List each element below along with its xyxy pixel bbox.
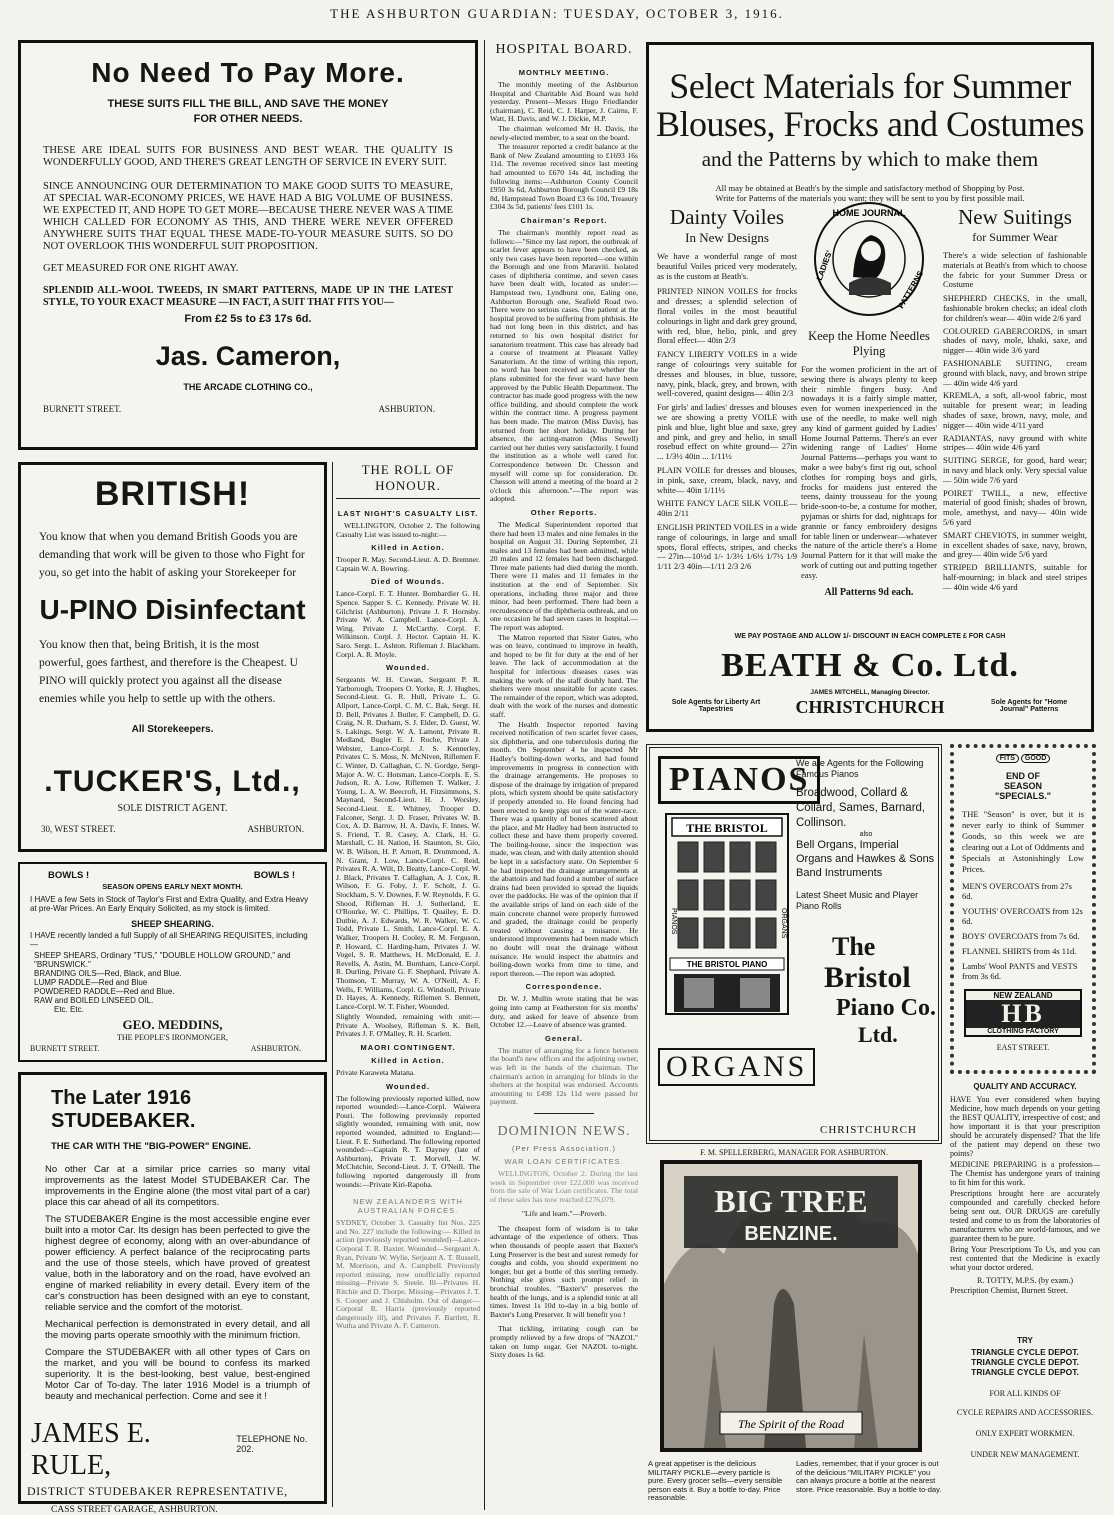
totty-chemist-ad — [950, 1082, 1100, 1332]
hospital-p2: The chairman welcomed Mr H. Davis, the newly-elected member, to a seat on the board. — [490, 123, 638, 142]
upino-product: U-PINO Disinfectant — [39, 594, 306, 625]
cycle-repairs: CYCLE REPAIRS AND ACCESSORIES. — [956, 1408, 1094, 1417]
bowls-season: SEASON OPENS EARLY NEXT MONTH. — [102, 882, 243, 891]
roll-slight: Slightly Wounded, remaining with unit:—Private A. Woolsey, Rifleman S. K. Bell, Privates J. F. O'Malley, R. H. Scarlett. — [336, 1012, 480, 1039]
cycle-mgmt: UNDER NEW MANAGEMENT. — [970, 1450, 1080, 1459]
big-tree-line1: BIG TREE — [714, 1183, 868, 1219]
roll-killed-heading: Killed in Action. — [371, 543, 445, 553]
journal-right-text: PATTERNS — [896, 269, 926, 311]
hospital-chairmans-heading: Chairman's Report. — [520, 215, 608, 225]
journal-top-text: HOME JOURNAL — [832, 208, 906, 218]
hospital-p9: The matter of arranging for a fence between the board's new offices and the adjoining owner, was left in the hands of the chairman. The chairman's action in arranging for blinds in the shelters at the hospital was endorsed. Accounts amounting to £498 12s 11d were passed for payment. — [490, 1045, 638, 1107]
bristol-makers: Broadwood, Collard & Collard, Sames, Barnard, Collinson. — [796, 787, 926, 829]
tuckers-street: 30, WEST STREET. — [41, 824, 116, 834]
suitings-item: POIRET TWILL, a new, effective material of good finish; shades of brown, mole, amethyst, and navy— 40in wide 5/6 yard — [943, 487, 1087, 527]
building-side-left: PIANOS — [670, 908, 677, 935]
roll-maori-killed: Killed in Action. — [371, 1056, 445, 1066]
hospital-other-heading: Other Reports. — [530, 507, 598, 517]
big-tree-illustration — [664, 1164, 918, 1448]
fits-intro: THE "Season" is over, but it is never early to think of Summer Goods, so this week we are clearing out a Lot of Oddments and Specials at Astonishingly Low Prices. — [962, 809, 1084, 874]
totty-p1: HAVE You ever considered when buying Medicine, how much depends on your getting the BEST QUALITY, irrespective of cost; and how important it is that your prescription should be accurately dispensed? That the life of the patient may depend on these two points? — [950, 1095, 1100, 1158]
journal-left-text: LADIES' — [814, 249, 834, 282]
fits-item: YOUTHS' OVERCOATS from 12s 6d. — [962, 906, 1083, 926]
roll-wounded2-heading: Wounded. — [385, 1081, 431, 1091]
beath-left-agent: Sole Agents for Liberty Art Tapestries — [671, 699, 761, 713]
tuckers-town: ASHBURTON. — [247, 824, 304, 834]
dominion-p1: WELLINGTON, October 2. During the last week in September over £22,000 was received from the sale of War Loan certificates. The total of these sales has now reached £276,079. — [490, 1168, 638, 1204]
cameron-sub2: FOR OTHER NEEDS. — [193, 113, 303, 125]
rule-name: JAMES E. RULE, — [31, 1418, 151, 1481]
building-side-right: ORGANS — [780, 908, 787, 939]
fits-item: MEN'S OVERCOATS from 27s 6d. — [962, 881, 1072, 901]
roll-died-heading: Died of Wounds. — [370, 577, 446, 587]
dominion-life: "Life and learn."—Proverb. — [521, 1209, 607, 1219]
roll-maori-heading: MAORI CONTINGENT. — [360, 1043, 456, 1053]
beath-director: JAMES MITCHELL, Managing Director. — [810, 689, 930, 696]
british-sellers: All Storekeepers. — [131, 724, 214, 735]
hospital-corr-heading: Correspondence. — [525, 982, 603, 992]
masthead: THE ASHBURTON GUARDIAN: TUESDAY, OCTOBER 3, 1916. — [330, 6, 784, 21]
beath-sub: and the Patterns by which to make them — [701, 147, 1039, 171]
suitings-intro: There's a wide selection of fashionable materials at Beath's from which to choose the fabric for your Summer Dress or Costume — [943, 250, 1087, 290]
bowls-heading-right: BOWLS ! — [253, 870, 295, 881]
hb-bot: CLOTHING FACTORY — [966, 1028, 1080, 1035]
studebaker-paragraph-3: Mechanical perfection is demonstrated in every detail, and all the moving parts operate smoothly with the minimum friction. — [45, 1319, 310, 1341]
hospital-p4: The chairman's monthly report read as follows:—"Since my last report, the outbreak of scarlet fever appears to have been checked, as only two cases have been reported—one within the Borough and one from Maraviti. Isolated cases of diphtheria continue, and seven cases have been dealt with, located as under:—Hampstead two, Lyndhurst one, Ealing one, Ashburton Borough one, Seafield Road two. There were no serious cases. One patient at the hospital proved to be suffering from phthisis. He had not long been in this district, and has returned to his own hospital district for sanatorium treatment. This case has already had a course of treatment at Pleasant Valley Sanatorium. At the time of writing this report, no word has been received as to whether the plans submitted for the fever ward have been approved by the Public Health Department. The contractor has made good progress with the new office building, and should complete the work within the contract time. A progress payment has been made. The matron (Miss Davis), has returned from her short holiday. During her absence, the acting-matron (Miss Sewell) carried out her duties very satisfactorily. I found the institution as a whole well cared for. Correspondence between Dr. Chesson and myself will come up for consideration. Dr. Chesson will attend a meeting of the board at 2 o'clock this afternoon."—The report was adopted. — [490, 227, 638, 504]
totty-p2: MEDICINE PREPARING is a profession—The Chemist has undergone years of training to fit him for this work. — [950, 1160, 1100, 1187]
suitings-item: FASHIONABLE SUITING, cream ground with black, navy, and brown stripe— 40in wide 4/6 yard — [943, 357, 1087, 388]
shearing-text: I HAVE recently landed a full Supply of all SHEARING REQUISITES, including— — [30, 931, 308, 949]
hospital-p6: The Matron reported that Sister Gates, who was on leave, continued to improve in health, and hoped to be fit for duty at the end of her leave. The lack of accommodation at the hospital for infectious diseases cases was making the work of the staff doubly hard. The shelters were most unsuitable for acute cases. The remainder of the report, which was adopted, dealt with the work of the nurses and domestic staff. — [490, 632, 638, 719]
meddins-ad — [18, 862, 327, 1062]
british-paragraph-2: You know then that, being British, it is the most powerful, goes farthest, and therefore is the Cheapest. U PINO will quickly protect you against all the disease enemies while you help to settle up with the others. — [39, 639, 298, 705]
cameron-firm: THE ARCADE CLOTHING CO., — [183, 382, 313, 392]
tuckers-agent: SOLE DISTRICT AGENT. — [117, 803, 228, 814]
roll-killed-list: Trooper R. May. Second-Lieut. A. D. Bremner. Captain W. A. Bowring. — [336, 555, 480, 573]
british-paragraph-1: You know that when you demand British Goods you are demanding that work will be given to those who Fight for you, so get into the habit of asking your Storekeeper for — [39, 531, 305, 579]
roll-tail: The following previously reported killed, now reported wounded:—Lance-Corpl. Waiwera Pouri. The following previously reported slightly wounded, remaining with unit, now reported wounded, admitted to England:—Lieut. F. E. Sutherland. The following reported wounded:—Captain R. T. Dayney (late of Ashburton), Private T. Morvell, J. W. McClutchie, Second-Lieut. J. T. O'Neill. The following reported dangerously ill from wounds:—Private Kiri-Rapoha. — [336, 1093, 480, 1189]
voiles-item: PLAIN VOILE for dresses and blouses, in pink, saxe, cream, black, navy, and white— 40in 1/11½ — [657, 464, 797, 495]
hospital-p8: Dr. W. J. Mullin wrote stating that he was going into camp at Featherston for six months' duty, and asked for leave of absence from October 12.—Leave of absence was granted. — [490, 994, 638, 1030]
cameron-paragraph-3: GET MEASURED FOR ONE RIGHT AWAY. — [43, 263, 239, 274]
bristol-name-4: Ltd. — [858, 1022, 898, 1047]
cycle-experts: ONLY EXPERT WORKMEN. — [975, 1429, 1075, 1438]
bristol-name-3: Piano Co. — [836, 995, 937, 1021]
pickle-ad-right: Ladies, remember, that if your grocer is out of the delicious "MILITARY PICKLE" you can always procure a bottle at the nearest store. Price reasonable. Buy a bottle to-day. — [796, 1459, 942, 1494]
voiles-item: ENGLISH PRINTED VOILES in a wide range of colourings, in large and small spots, floral effects, stripes, and checks— 27in—10½d 1/- 1/3½ 1/6½ 1/7½ 1/9 1/11 2/3 40in—1/11 2/3 2/6 — [657, 521, 797, 572]
cameron-paragraph-4: SPLENDID ALL-WOOL TWEEDS, IN SMART PATTERNS, MADE UP IN THE LATEST STYLE, TO YOUR EXACT MEASURE —IN FACT, A SUIT THAT FITS YOU— — [43, 285, 453, 308]
hospital-p7: The Health Inspector reported having received notification of two scarlet fever cases, six diphtheria, and one tuberculosis during the month. On September 4 he inspected Mr Hadley's boiling-down works, and had found improvements in progress in connection with the drainage arrangements. He proposes to dispose of the drainage by irrigation of prepared plots, which system should be quite satisfactory if properly attended to. He found fencing had been erected to keep pigs out of the water-race. There was a quantity of bones scattered about the place, and Mr Hadley had been instructed to collect these and have them properly covered. The boiling-house, since the inspection was made, was clean, and with daily attention should be kept in a satisfactory state. On September 6 he had inspected the drainage arrangements at the abattoirs and had found a number of surface drains had been provided to spread the liquids over the paddocks. He was of the opinion that if the available strips of land on each side of the main concrete channel were properly furrowed and graded, the drainage could be properly treated without causing a nuisance. He understood improvements had been made which no doubt will treat the drainage without nuisance. He would inspect the abattoirs and boiling-down works from time to time, and report thereon.—The report was adopted. — [490, 719, 638, 978]
hospital-board-column — [490, 42, 638, 1505]
shearing-item: RAW and BOILED LINSEED OIL. — [34, 996, 154, 1005]
bristol-name-2: Bristol — [824, 961, 911, 994]
british-ad — [18, 462, 327, 852]
shearing-item: SHEEP SHEARS, Ordinary "TUS," "DOUBLE HOLLOW GROUND," and "BRUNSWICK." — [34, 951, 291, 969]
studebaker-ad — [18, 1072, 327, 1515]
hospital-p5: The Medical Superintendent reported that there had been 13 males and nine females in the hospital on August 31. During September, 21 males and 13 females had been admitted, while 20 males and 12 females had been discharged. Three male patients had died during the month. There were 11 males and 11 females in the institution at the end of September. Six operations, including three major and three minor, had been performed. There had been a recrudescence of the diphtheria outbreak, and on one occasion he had seven cases in hospital.—The report was adopted. — [490, 519, 638, 633]
roll-maori-list: Private Karaweta Matana. — [336, 1068, 416, 1078]
roll-title: THE ROLL OF HONOUR. — [336, 462, 480, 499]
voiles-item: WHITE FANCY LACE SILK VOILE— 40in 2/11 — [657, 498, 797, 519]
dominion-war-heading: WAR LOAN CERTIFICATES. — [504, 1156, 624, 1166]
cameron-ad — [18, 40, 478, 450]
totty-name: R. TOTTY, M.P.S. (by exam.) — [976, 1276, 1073, 1285]
fits-item: FLANNEL SHIRTS from 4s 11d. — [962, 946, 1077, 956]
totty-addr: Prescription Chemist, Burnett Street. — [950, 1286, 1068, 1295]
hospital-sub: MONTHLY MEETING. — [518, 68, 610, 77]
cameron-paragraph-2: SINCE ANNOUNCING OUR DETERMINATION TO MAKE GOOD SUITS TO MEASURE, AT SPECIAL WAR-ECONOMY PRICES, WE HAVE HAD A BIG VOLUME OF BUSINESS. WE EXPECTED IT, AND HOPE TO GET MORE—BECAUSE THERE NEVER WAS A TIME WHICH CALLED FOR ECONOMY AS THIS, AND THERE WERE NEVER OFFERED ANYWHERE SUITS THAT EQUAL THESE MADE-TO-YOUR MEASURE SUITS. SO DO NOT OVERLOOK THIS WONDERFUL SUIT PROPOSITION. — [43, 181, 453, 252]
hospital-p1: The monthly meeting of the Ashburton Hospital and Charitable Aid Board was held yesterday. Present—Messrs Hugo Friedlander (chairman), C. Reid, C. J. Harper, J. Cairns, F. Watt, H. Davis, and W. J. Dickie, M.P. — [490, 80, 638, 124]
big-tree-benzine-ad — [660, 1160, 922, 1452]
voiles-item: For girls' and ladies' dresses and blouses we are showing a pretty VOILE with pink and blue, light blue and saxe, grey and pink, and grey and helio, in small rosebud effect on white ground— 27in ... 1/3½ 40in ... 1/11½ — [657, 402, 797, 462]
beath-headline-2: Blouses, Frocks and Costumes — [655, 104, 1084, 144]
voiles-sub: In New Designs — [685, 230, 769, 245]
cycle-depot: TRIANGLE CYCLE DEPOT. — [971, 1357, 1079, 1367]
fits-good-ad — [950, 744, 1096, 1074]
totty-title: QUALITY AND ACCURACY. — [973, 1082, 1077, 1091]
hb-top: NEW ZEALAND — [966, 991, 1080, 1000]
organs-heading: ORGANS — [658, 1048, 815, 1086]
building-sign: THE BRISTOL — [686, 821, 768, 835]
dominion-p2: The cheapest form of wisdom is to take advantage of the experience of others. Thus when thousands of people assert that Baxter's Lung Preserver is the best and surest remedy for coughs and colds, you should experiment no longer, but get a bottle of this sterling remedy. Nothing else gives such prompt relief in bronchial troubles. "Baxter's" preserves the health of the lungs, and is a splendid tonic at all times. Invest 1s 10d to-day in a big bottle of Baxter's Lung Preserver. It will benefit you ! — [490, 1223, 638, 1319]
totty-p3: Prescriptions brought here are accurately compounded and carefully checked before being sent out. OUR DRUGS are carefully tested and come to us from the laboratories of manufacturers who are world-famous, and we guarantee them to be pure. — [950, 1189, 1100, 1243]
suitings-sub: for Summer Wear — [972, 230, 1058, 244]
bristol-also: also — [859, 831, 873, 838]
suitings-item: RADIANTAS, navy ground with white stripes— 40in wide 4/6 yard — [943, 432, 1087, 453]
voiles-heading: Dainty Voiles — [669, 205, 785, 229]
voiles-intro: We have a wonderful range of most beautiful Voiles priced very moderately, as is the custom at Beath's. — [657, 251, 797, 281]
cameron-paragraph-1: THESE ARE IDEAL SUITS FOR BUSINESS AND BEST WEAR. THE QUALITY IS WONDERFULLY GOOD, AND THERE'S GREAT LENGTH OF SERVICE IN EVERY SUIT. — [43, 145, 453, 168]
ladies-home-journal-logo — [801, 199, 937, 321]
british-headline: BRITISH! — [94, 475, 251, 513]
studebaker-paragraph-4: Compare the STUDEBAKER with all other types of Cars on the market, and you will be bound to confess its marked superiority. It is the best-looking, best value, best-engined Motor Car of To-day. The later 1916 Model is a triumph of beauty and mechanical perfection. Come and see it ! — [45, 1347, 310, 1402]
building-sign-2: THE BRISTOL PIANO — [686, 960, 768, 969]
shearing-heading: SHEEP SHEARING. — [131, 919, 214, 929]
roll-died-list: Lance-Corpl. F. T. Hunter. Bombardier G. H. Spence. Sapper S. C. Kennedy. Private W. H. Gilchrist (Ashburton). Private J. F. Hornsby. Private W. A. Campbell. Lance-Corpl. A. Wing. Private J. McCarthy. Corpl. F. Wilkinson. Corpl. J. Hector. Captain H. K. Saro. Sergt. L. Ashton. Rifleman J. Blackham. Corpl. A. R. Moyle. — [336, 589, 480, 659]
hb-clothing-logo — [964, 989, 1082, 1037]
beath-postage: WE PAY POSTAGE AND ALLOW 1/- DISCOUNT IN EACH COMPLETE £ FOR CASH — [734, 633, 1006, 640]
studebaker-paragraph-1: No other Car at a similar price carries so many vital improvements as the latest Model STUDEBAKER Car. The improvements in the Engine alone (the most vital part of a car) place this car ahead of all its competitors. — [45, 1164, 310, 1208]
roll-sub: LAST NIGHT'S CASUALTY LIST. — [337, 509, 479, 518]
roll-nz-heading: NEW ZEALANDERS WITH AUSTRALIAN FORCES. — [353, 1197, 463, 1216]
cameron-price: From £2 5s to £3 17s 6d. — [184, 313, 312, 325]
pianos-heading: PIANOS — [658, 756, 820, 804]
fits-street: EAST STREET. — [996, 1043, 1050, 1052]
suitings-item: KREMLA, a soft, all-wool fabric, most suitable for present wear; in leading shades of saxe, brown, navy, mole, and nigger— 40in wide 4/11 yard — [943, 390, 1087, 430]
hospital-title: HOSPITAL BOARD. — [495, 42, 633, 57]
cycle-depot: TRIANGLE CYCLE DEPOT. — [971, 1367, 1079, 1377]
patterns-price: All Patterns 9d each. — [824, 586, 914, 598]
bristol-building-illustration — [664, 808, 790, 1016]
hb-mid: HB — [1001, 999, 1045, 1028]
voiles-item: PRINTED NINON VOILES for frocks and dresses; a splendid selection of floral voiles in the most beautiful colourings in light and dark grey ground, with red, blue, helio, pink, and grey floral effect— 40in 2/3 — [657, 286, 797, 346]
bristol-name-1: The — [832, 932, 876, 961]
roll-nz-text: SYDNEY, October 3. Casualty list Nos. 225 and No. 227 include the following:— Killed in action (previously reported wounded)—Lance-Corporal T. R. Baxter. Wounded—Sergeant A. Ryan, Private W. Wylie, Serjeant A. T. Russell, M. Morrison, and A. Campbell. Previously reported missing, now unofficially reported missing—Private S. Steele. Ill—Privates H. Ritchie and D. Thorpe. Missing—Privates J. T. S. Cooper and J. Chisholm. Out of danger—Corporal R. Harris (previously reported dangerously ill), and Privates F. Bartlett, R. Wutha and Private A. F. Cameron. — [336, 1218, 480, 1331]
fits-title-2: SEASON — [1003, 781, 1042, 791]
cameron-sub1: THESE SUITS FILL THE BILL, AND SAVE THE MONEY — [107, 98, 389, 110]
shearing-item: POWDERED RADDLE—Red and Blue. — [34, 987, 175, 996]
big-tree-caption: The Spirit of the Road — [738, 1417, 844, 1431]
fits-item: Lambs' Wool PANTS and VESTS from 3s 6d. — [962, 961, 1078, 981]
cameron-headline: No Need To Pay More. — [91, 57, 405, 88]
dominion-p3: That tickling, irritating cough can be promptly relieved by a few drops of "NAZOL" taken on lump sugar. Get NAZOL to-night. Sixty doses 1s 6d. — [490, 1324, 638, 1360]
bristol-piano-ad — [646, 744, 942, 1144]
fits-badge-left: FITS — [996, 754, 1019, 763]
column-rule — [484, 40, 485, 1510]
pickle-ad-left: A great appetiser is the delicious MILITARY PICKLE—every particle is pure. Every grocer sells—every sensible person eats it. Buy a bottle to-day. Price reasonable. — [648, 1459, 783, 1502]
suitings-item: STRIPED BRILLIANTS, suitable for half-mourning; in black and steel stripes— 40in wide 4/6 yard — [943, 562, 1087, 592]
studebaker-sub: THE CAR WITH THE "BIG-POWER" ENGINE. — [51, 1141, 252, 1152]
suitings-item: COLOURED GABERCORDS, in smart shades of navy, mole, khaki, saxe, and nigger— 40in wide 3/6 yard — [943, 325, 1087, 356]
meddins-name: GEO. MEDDINS, — [122, 1017, 223, 1032]
suitings-item: SMART CHEVIOTS, in summer weight, in excellent shades of saxe, navy, brown, and grey— 40in wide 5/6 yard — [943, 529, 1087, 560]
bristol-music: Latest Sheet Music and Player Piano Rolls — [796, 890, 919, 911]
cycle-depot: TRIANGLE CYCLE DEPOT. — [971, 1347, 1079, 1357]
suitings-item: SHEPHERD CHECKS, in the small, fashionable broken checks; an ideal cloth for children's wear— 40in wide 2/6 yard — [943, 293, 1087, 323]
roll-of-honour-column — [336, 462, 480, 1507]
rule-phone: TELEPHONE No. 202. — [236, 1434, 308, 1454]
studebaker-paragraph-2: The STUDEBAKER Engine is the most accessible engine ever built into a motor Car. Its design has been perfected to give the highest degree of economy, along with an over-abundance of power efficiency. A perfect balance of the reciprocating parts and the use of those steels, which have proved of greatest value, both in the laboratory and on the road, have evolved an engine of marked reliability in every detail. Every item of the car's construction has been designed with an eye to constant, reliable service and the comfort of the motorist. — [45, 1214, 310, 1313]
suitings-item: SUITING SERGE, for good, hard wear; in navy and black only. Very special value— 50in wide 7/6 yard — [943, 455, 1087, 485]
cameron-name: Jas. Cameron, — [155, 341, 341, 371]
shearing-item: LUMP RADDLE—Red and Blue — [34, 978, 148, 987]
fits-badge-right: GOOD — [1021, 754, 1050, 763]
studebaker-headline: The Later 1916 STUDEBAKER. — [51, 1087, 196, 1132]
bowls-text: I HAVE a few Sets in Stock of Taylor's First and Extra Quality, and Extra Heavy at pre-War Prices. An Early Enquiry Solicited, as my stock is limited. — [30, 895, 309, 913]
totty-p4: Bring Your Prescriptions To Us, and you can rest contented that the Medicine is exactly what your doctor ordered. — [950, 1245, 1100, 1272]
shearing-item: Etc. Etc. — [54, 1005, 84, 1014]
hospital-general-heading: General. — [544, 1033, 583, 1043]
beath-right-agent: Sole Agents for "Home Journal" Patterns — [990, 699, 1068, 713]
bristol-agents: We are Agents for the Following Famous Pianos — [796, 758, 924, 779]
bristol-organs-text: Bell Organs, Imperial Organs and Hawkes & Sons Band Instruments — [796, 839, 935, 879]
fits-title-1: END OF — [1005, 771, 1040, 781]
roll-wounded-list: Sergeants W. H. Cowan, Sergeant P. R. Yarborough, Troopers O. Yorke, R. J. Hughes, Second-Lieut. G. R. Hull, Private L. G. Allport, Lance-Corpl. C. M. C. Bak, Sergt. H. D. Bell, Privates J. Butler, F. Campbell, D. G. Craig, N. R. Durham, S. J. Elder, D. Guest, W. S. Lakings, Sergt. W. A. Lamont, Private R. Medland, Bugler E. J. Roche, Private J. Webster, Lance-Corpl. J. S. Kennerley, Privates C. S. Moss, N. McNiven, Riflemen F. C. Winter, D. Callaghan, C. N. Gordge, Sergt-Major A. W. C. Hotsman, Lance-Corpls. E. S. Judson, R. A. Low, Riflemen T. Walker, J. Young, L. A. W. Beecroft, H. Fitzsimmons, S. Maynard, Second-Lieut. H. J. Worsley, Second-Lieut. E. Whitney, Trooper D. Falconer, Sergt. J. D. Fraser, Privates W. B. Cox, A. D. Barrow, H. A. Davis, F. Innes, W. S. Friend, T. R. Casey, A. Clark, H. G. Marshall, C. H. Nation, H. Staunton, St. Gio, W. B. Wilson, H. P. Arnott, R. Drummond, A. N. Grant, J. Low, Lance-Corpl. C. Reid, Privates R. A. Wilt, D. Beatty, Lance-Corpl. W. J. Black, Privates T. Callaghan, A. J. Cox, R. Wilson, F. G. Foby, J. F. Scholt, J. G. Stockham, S. V. Downes, F. W. Reynolds, F. G. Shood, Rifleman H. J. Sutherland, E. O'Rourke, W. C. Phillips, T. Quailey, E. D. Dutbie, A. J. Edwards, W. R. Walker, W. C. Todd, Private L. Smith, Lance-Corpl. E. A. Walker, Troopers H. Cooley, R. M. Ferguson, P. Howard, C. Harding-ham, Privates J. W. Vogel, S. R. Matthews, H. McDonald, E. J. Revells, A. Astin, M. Burnham, Lance-Corpl. R. Durling, Private G. F. Shephard, Private A. Thomson, T. Murray, W. A. O'Neill, A. F. Wells, F. Williams, Corpl. G. Windsoll, Private D. Hayes, A. Kennedy, Riflemen S. Bennett, Lance-Corpl. W. T. Fisher, Wounded. — [336, 675, 480, 1011]
beath-ad — [646, 42, 1094, 732]
shearing-item: BRANDING OILS—Red, Black, and Blue. — [34, 969, 182, 978]
meddins-town: ASHBURTON. — [250, 1044, 301, 1053]
suitings-heading: New Suitings — [958, 205, 1072, 229]
rule-address: CASS STREET GARAGE, ASHBURTON. — [51, 1505, 218, 1515]
needles-heading: Keep the Home Needles Plying — [808, 329, 930, 358]
cycle-try: TRY — [1017, 1336, 1033, 1345]
triangle-cycle-ad — [950, 1336, 1100, 1506]
dominion-assoc: (Per Press Association.) — [511, 1143, 617, 1153]
voiles-item: FANCY LIBERTY VOILES in a wide range of colourings very suitable for dresses and blouses, in blue, tussore, navy, pink, black, grey, and brown, with well-covered, quaint designs— 40in 2/3 — [657, 349, 797, 399]
roll-wounded-heading: Wounded. — [385, 663, 431, 673]
meddins-street: BURNETT STREET. — [30, 1044, 100, 1053]
dominion-title: DOMINION NEWS. — [497, 1123, 631, 1139]
meddins-firm: THE PEOPLE'S IRONMONGER, — [117, 1033, 228, 1042]
big-tree-line2: BENZINE. — [744, 1223, 838, 1245]
beath-note: All may be obtained at Beath's by the simple and satisfactory method of Shopping by Post. Write for Patterns of the materials you want; they will be sent to you by first possible mail. — [715, 183, 1025, 203]
cycle-for-all: FOR ALL KINDS OF — [989, 1389, 1061, 1398]
bristol-city: CHRISTCHURCH — [820, 1124, 917, 1136]
cameron-town: ASHBURTON. — [378, 404, 435, 414]
fits-item: BOYS' OVERCOATS from 7s 6d. — [962, 931, 1080, 941]
fits-title-3: "SPECIALS." — [994, 791, 1052, 801]
bristol-manager: F. M. SPELLERBERG, MANAGER FOR ASHBURTON. — [700, 1148, 888, 1157]
cameron-street: BURNETT STREET. — [43, 404, 122, 414]
hospital-p3: The treasurer reported a credit balance at the Bank of New Zealand amounting to £1693 16s 11d. The revenue received since last meeting had amounted to £670 14s 4d, including the following items:—Ashburton County Council £950 3s 6d, Ashburton Borough Council £9 18s 8d, Hampstead Town Board £3 6s 10d, Treasury £304 3s 5d, patients' fees £101 1s. — [490, 142, 638, 212]
tuckers-name: .TUCKER'S, Ltd., — [44, 765, 301, 798]
bowls-heading-left: BOWLS ! — [48, 870, 90, 881]
rule-rep: DISTRICT STUDEBAKER REPRESENTATIVE, — [27, 1484, 288, 1498]
needles-text: For the women proficient in the art of sewing there is always plenty to keep their nimble fingers busy. And nowadays it is a fairly simple matter, even for women inexperienced in the use of the needle, to make well nigh any kind of garment guided by Ladies' Home Journal Patterns. There's an ever widening range of Ladies' Home Journal Patterns—perhaps you want to make a wee baby's first rig out, school clothes for romping boys and girls, frocks for maidens just entered the teens, dainty trousseau for the young bride-soon-to-be, a costume for mother, pyjamas or shirts for dad, nightcaps for grannie or fancy embroidery designs for table linen or underwear—whatever the nature of the article there's a Home Journal Pattern for it that will make the work of cutting out and putting together easy. — [801, 364, 937, 580]
roll-intro: WELLINGTON, October 2. The following Casualty List was issued to-night:— — [336, 521, 480, 539]
beath-headline-1: Select Materials for Summer — [669, 66, 1071, 106]
beath-name: BEATH & Co. Ltd. — [721, 647, 1019, 684]
beath-city: CHRISTCHURCH — [795, 697, 945, 717]
